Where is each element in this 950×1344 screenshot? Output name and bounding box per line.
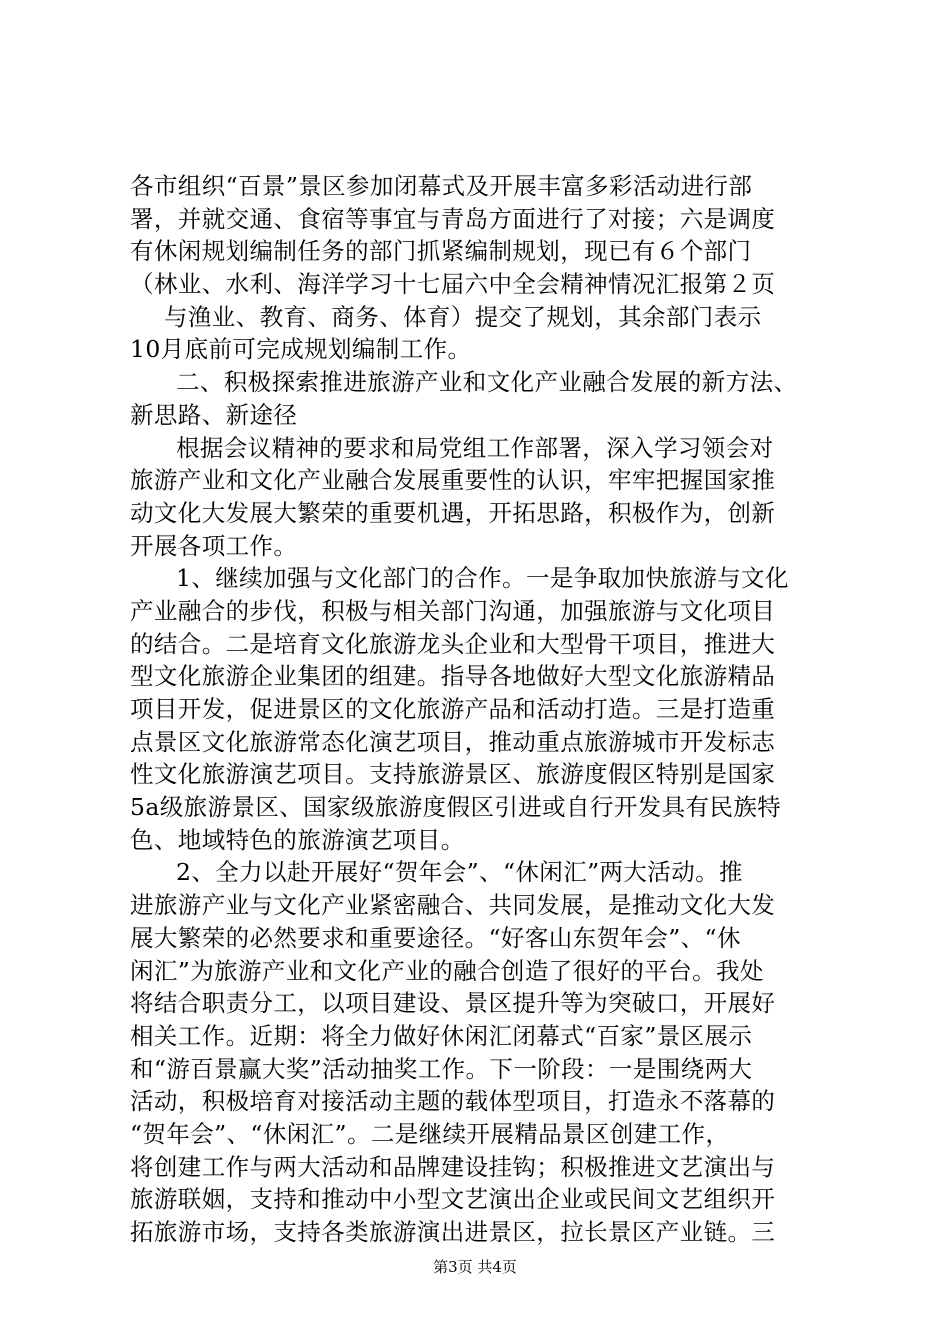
text-line: 动文化大发展大繁荣的重要机遇，开拓思路，积极作为，创新: [130, 498, 776, 527]
text-line: 的结合。二是培育文化旅游龙头企业和大型骨干项目，推进大: [130, 629, 776, 658]
text-line: 相关工作。近期：将全力做好休闲汇闭幕式“百家”景区展示: [130, 1021, 753, 1050]
text-line: 将结合职责分工，以项目建设、景区提升等为突破口，开展好: [130, 989, 776, 1018]
text-line: （林业、水利、海洋学习十七届六中全会精神情况汇报第２页: [130, 270, 776, 299]
text-line: 将创建工作与两大活动和品牌建设挂钩；积极推进文艺演出与: [130, 1152, 776, 1181]
text-line: 项目开发，促进景区的文化旅游产品和活动打造。三是打造重: [130, 695, 776, 723]
text-line: 和“游百景赢大奖”活动抽奖工作。下一阶段：一是围绕两大: [130, 1054, 753, 1083]
text-line: 根据会议精神的要求和局党组工作部署，深入学习领会对: [176, 433, 774, 462]
text-line: 进旅游产业与文化产业紧密融合、共同发展，是推动文化大发: [130, 891, 776, 920]
text-line: 活动，积极培育对接活动主题的载体型项目，打造永不落幕的: [130, 1087, 776, 1116]
text-line: 署，并就交通、食宿等事宜与青岛方面进行了对接；六是调度: [130, 204, 776, 233]
text-line: 旅游联姻，支持和推动中小型文艺演出企业或民间文艺组织开: [130, 1185, 776, 1214]
text-line: 1、继续加强与文化部门的合作。一是争取加快旅游与文化: [176, 564, 789, 593]
text-line: 开展各项工作。: [130, 531, 298, 560]
body-text: [130, 170, 830, 1249]
section-heading: 新思路、新途径: [130, 400, 298, 429]
text-line: 各市组织“百景”景区参加闭幕式及开展丰富多彩活动进行部: [130, 172, 753, 200]
text-line: 拓旅游市场，支持各类旅游演出进景区，拉长景区产业链。三: [130, 1218, 776, 1246]
section-heading: 二、积极探索推进旅游产业和文化产业融合发展的新方法、: [176, 368, 798, 397]
text-line: 展大繁荣的必然要求和重要途径。“好客山东贺年会”、“休: [130, 923, 741, 952]
text-line: 10月底前可完成规划编制工作。: [130, 335, 472, 364]
text-line: 型文化旅游企业集团的组建。指导各地做好大型文化旅游精品: [130, 662, 776, 691]
text-line: 点景区文化旅游常态化演艺项目，推动重点旅游城市开发标志: [130, 727, 776, 756]
text-line: 产业融合的步伐，积极与相关部门沟通，加强旅游与文化项目: [130, 596, 776, 625]
page-footer: 第3页 共4页: [433, 1258, 517, 1276]
text-line: 有休闲规划编制任务的部门抓紧编制规划，现已有６个部门: [130, 237, 752, 266]
text-line: 旅游产业和文化产业融合发展重要性的认识，牢牢把握国家推: [130, 466, 776, 495]
text-line: 与渔业、教育、商务、体育）提交了规划，其余部门表示: [164, 302, 762, 331]
text-line: 2、全力以赴开展好“贺年会”、“休闲汇”两大活动。推: [176, 858, 743, 887]
text-line: “贺年会”、“休闲汇”。二是继续开展精品景区创建工作，: [130, 1119, 730, 1148]
text-line: 5a级旅游景区、国家级旅游度假区引进或自行开发具有民族特: [130, 793, 782, 822]
text-line: 色、地域特色的旅游演艺项目。: [130, 825, 465, 854]
text-line: 性文化旅游演艺项目。支持旅游景区、旅游度假区特别是国家: [130, 760, 776, 789]
text-line: 闲汇”为旅游产业和文化产业的融合创造了很好的平台。我处: [130, 956, 764, 985]
